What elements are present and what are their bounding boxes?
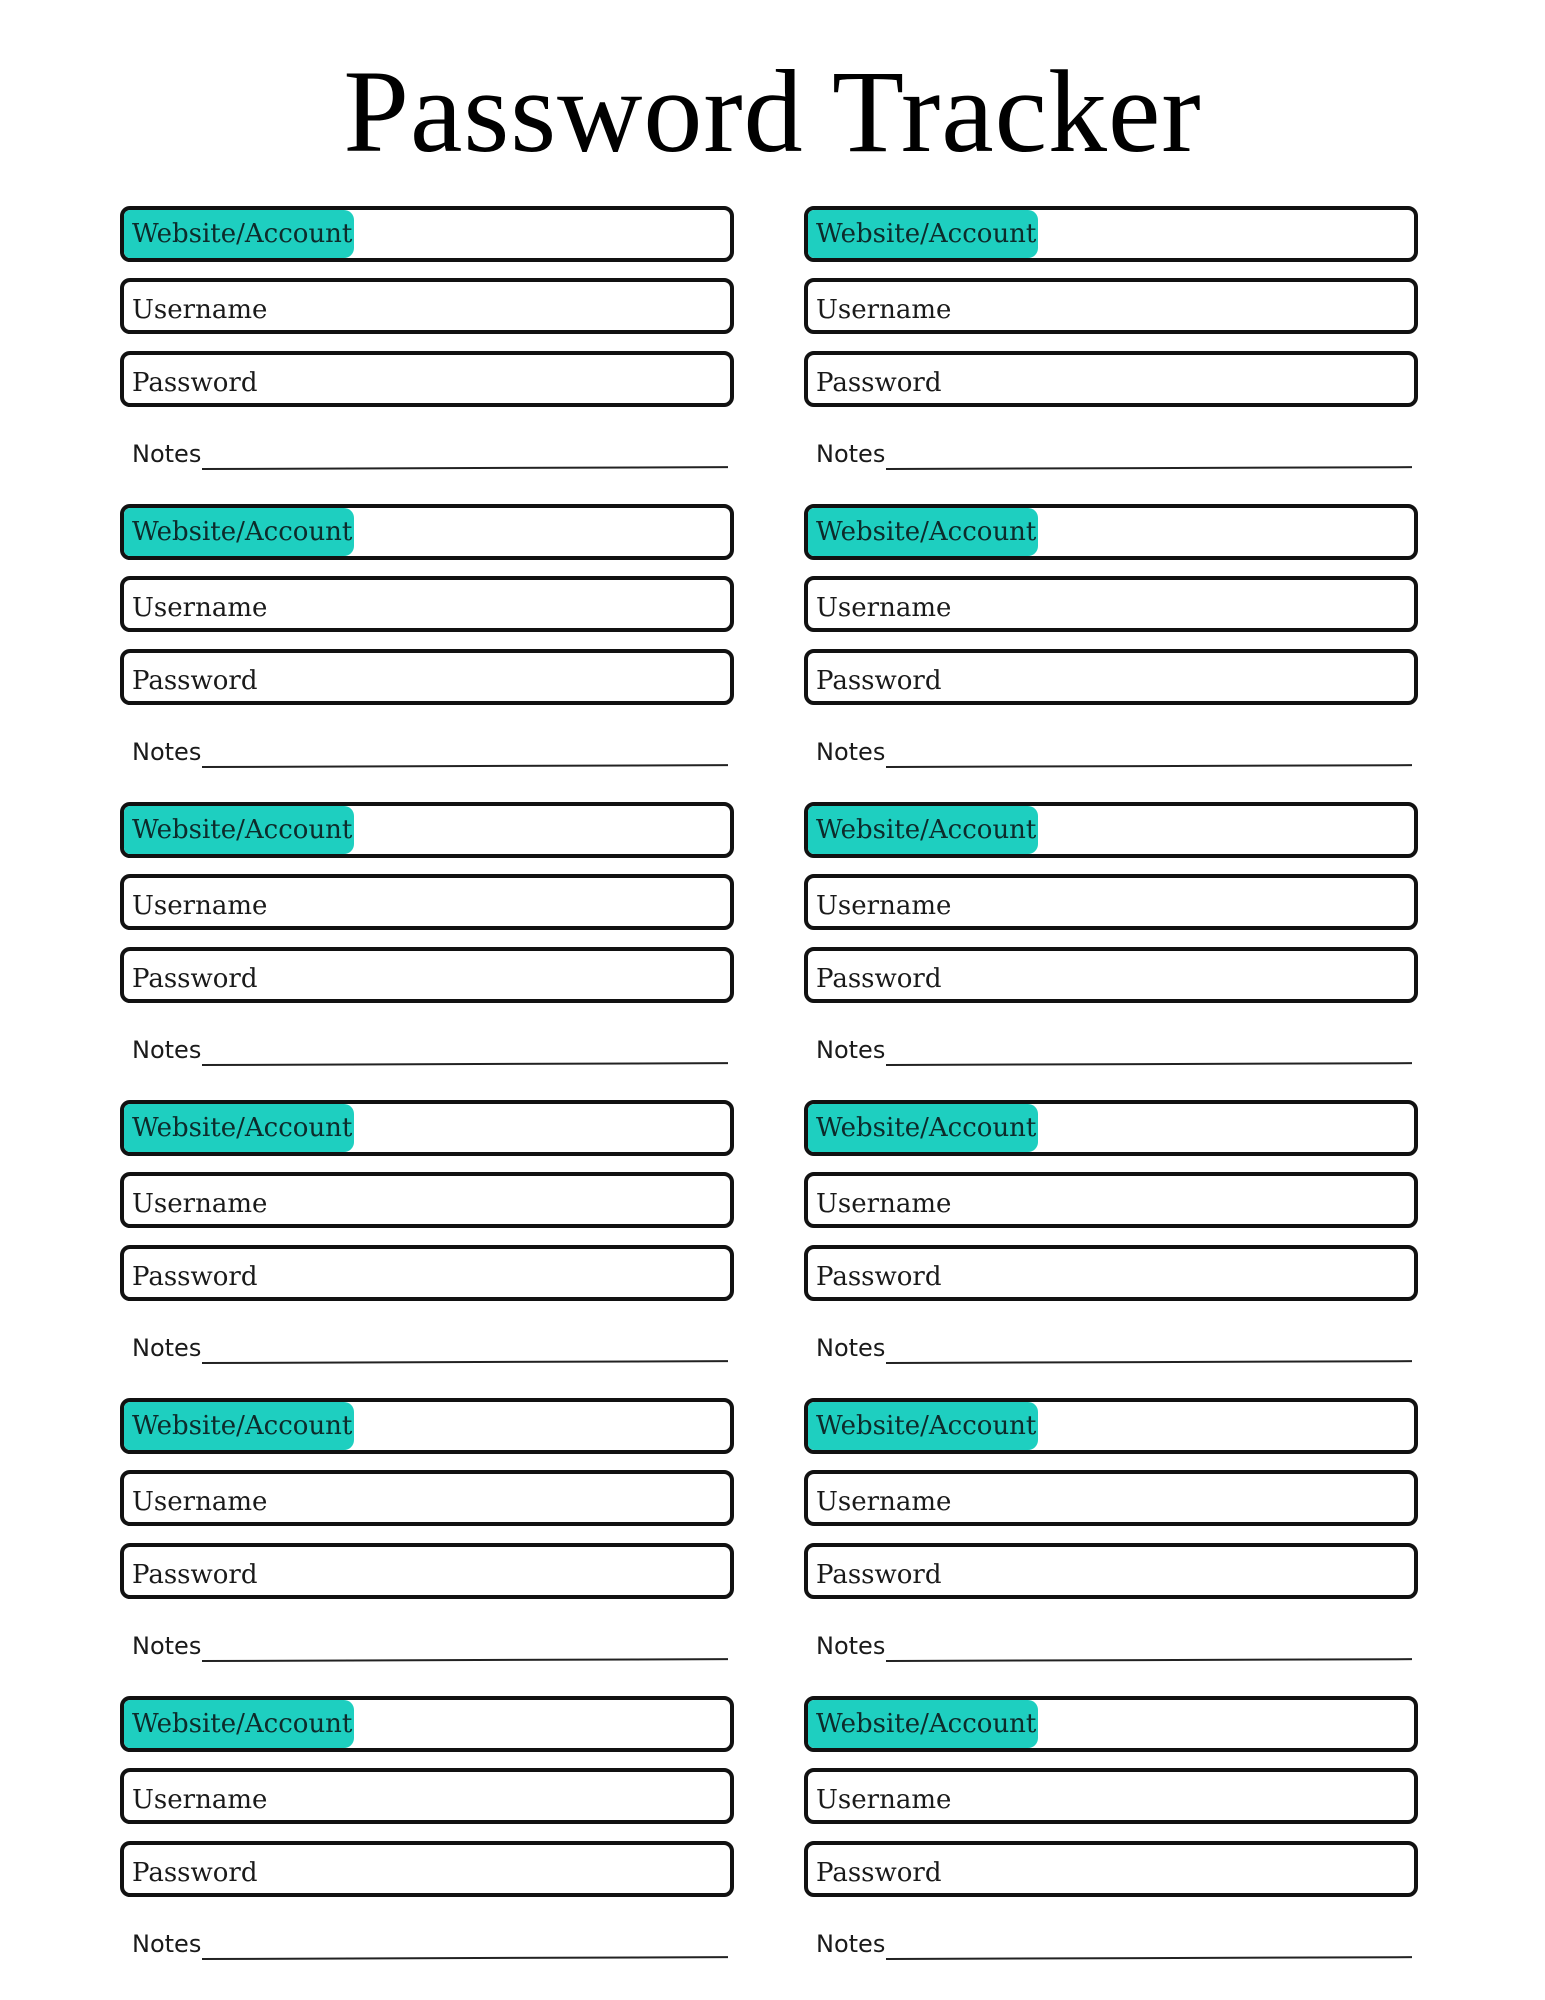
password-field[interactable] xyxy=(120,1245,734,1301)
notes-line[interactable] xyxy=(202,1956,728,1960)
website-account-field[interactable] xyxy=(804,504,1418,560)
website-account-label: Website/Account xyxy=(132,1113,353,1143)
website-account-field[interactable] xyxy=(120,206,734,262)
notes-label: Notes xyxy=(132,1334,202,1362)
right-column xyxy=(804,206,1418,1994)
website-account-label: Website/Account xyxy=(816,1113,1037,1143)
password-label: Password xyxy=(132,368,258,398)
username-field[interactable] xyxy=(804,1470,1418,1526)
password-field[interactable] xyxy=(804,1841,1418,1897)
notes-row xyxy=(804,438,1418,478)
password-field[interactable] xyxy=(804,947,1418,1003)
password-label: Password xyxy=(816,666,942,696)
notes-row xyxy=(804,1034,1418,1074)
website-account-label: Website/Account xyxy=(816,1709,1037,1739)
notes-line[interactable] xyxy=(202,764,728,768)
password-label: Password xyxy=(132,1560,258,1590)
notes-label: Notes xyxy=(132,440,202,468)
notes-label: Notes xyxy=(132,1632,202,1660)
notes-row xyxy=(120,1332,734,1372)
password-label: Password xyxy=(132,1262,258,1292)
left-column xyxy=(120,206,734,1994)
page-title: Password Tracker xyxy=(343,46,1202,177)
username-label: Username xyxy=(132,891,268,921)
notes-row xyxy=(120,438,734,478)
notes-row xyxy=(804,1332,1418,1372)
notes-row xyxy=(804,1630,1418,1670)
notes-row xyxy=(804,736,1418,776)
password-label: Password xyxy=(816,1262,942,1292)
website-account-field[interactable] xyxy=(804,1696,1418,1752)
username-field[interactable] xyxy=(804,874,1418,930)
password-label: Password xyxy=(816,1560,942,1590)
username-label: Username xyxy=(132,593,268,623)
password-field[interactable] xyxy=(804,649,1418,705)
password-label: Password xyxy=(132,1858,258,1888)
notes-line[interactable] xyxy=(202,1062,728,1066)
website-account-field[interactable] xyxy=(120,504,734,560)
password-entry xyxy=(120,802,734,1100)
website-account-label: Website/Account xyxy=(816,1411,1037,1441)
username-label: Username xyxy=(132,1785,268,1815)
username-label: Username xyxy=(816,295,952,325)
notes-line[interactable] xyxy=(886,1956,1412,1960)
notes-line[interactable] xyxy=(886,1658,1412,1662)
website-account-field[interactable] xyxy=(804,1398,1418,1454)
website-account-field[interactable] xyxy=(804,802,1418,858)
username-field[interactable] xyxy=(804,1768,1418,1824)
notes-label: Notes xyxy=(816,1632,886,1660)
notes-label: Notes xyxy=(816,1334,886,1362)
website-account-label: Website/Account xyxy=(132,815,353,845)
password-entry xyxy=(804,1696,1418,1994)
password-entry xyxy=(804,1398,1418,1696)
password-entry xyxy=(120,1398,734,1696)
password-entry xyxy=(120,206,734,504)
notes-label: Notes xyxy=(816,738,886,766)
website-account-label: Website/Account xyxy=(132,1709,353,1739)
password-field[interactable] xyxy=(120,1543,734,1599)
notes-row xyxy=(120,1928,734,1968)
password-entry xyxy=(804,206,1418,504)
password-field[interactable] xyxy=(804,1245,1418,1301)
password-entry xyxy=(120,504,734,802)
username-field[interactable] xyxy=(804,278,1418,334)
username-label: Username xyxy=(816,891,952,921)
notes-line[interactable] xyxy=(886,764,1412,768)
password-entry xyxy=(804,504,1418,802)
password-field[interactable] xyxy=(804,1543,1418,1599)
username-label: Username xyxy=(816,1487,952,1517)
username-label: Username xyxy=(132,1487,268,1517)
username-label: Username xyxy=(816,1785,952,1815)
username-label: Username xyxy=(132,1189,268,1219)
website-account-field[interactable] xyxy=(804,1100,1418,1156)
username-field[interactable] xyxy=(120,278,734,334)
password-label: Password xyxy=(816,368,942,398)
website-account-label: Website/Account xyxy=(816,517,1037,547)
website-account-label: Website/Account xyxy=(132,1411,353,1441)
website-account-label: Website/Account xyxy=(132,219,353,249)
notes-label: Notes xyxy=(816,1036,886,1064)
website-account-field[interactable] xyxy=(120,1696,734,1752)
website-account-label: Website/Account xyxy=(816,219,1037,249)
password-field[interactable] xyxy=(120,1841,734,1897)
password-label: Password xyxy=(816,1858,942,1888)
notes-line[interactable] xyxy=(202,1360,728,1364)
notes-row xyxy=(120,1630,734,1670)
notes-row xyxy=(804,1928,1418,1968)
password-label: Password xyxy=(132,964,258,994)
password-label: Password xyxy=(816,964,942,994)
notes-line[interactable] xyxy=(202,1658,728,1662)
website-account-field[interactable] xyxy=(804,206,1418,262)
website-account-field[interactable] xyxy=(120,1398,734,1454)
username-label: Username xyxy=(816,593,952,623)
notes-row xyxy=(120,1034,734,1074)
password-entry xyxy=(120,1100,734,1398)
notes-label: Notes xyxy=(132,738,202,766)
password-entry xyxy=(120,1696,734,1994)
password-field[interactable] xyxy=(120,947,734,1003)
notes-row xyxy=(120,736,734,776)
website-account-label: Website/Account xyxy=(132,517,353,547)
notes-line[interactable] xyxy=(202,466,728,470)
notes-line[interactable] xyxy=(886,466,1412,470)
password-field[interactable] xyxy=(804,351,1418,407)
username-field[interactable] xyxy=(804,1172,1418,1228)
notes-line[interactable] xyxy=(886,1360,1412,1364)
website-account-field[interactable] xyxy=(120,1100,734,1156)
notes-line[interactable] xyxy=(886,1062,1412,1066)
notes-label: Notes xyxy=(132,1930,202,1958)
password-field[interactable] xyxy=(120,649,734,705)
website-account-label: Website/Account xyxy=(816,815,1037,845)
notes-label: Notes xyxy=(132,1036,202,1064)
password-label: Password xyxy=(132,666,258,696)
username-field[interactable] xyxy=(120,1470,734,1526)
website-account-field[interactable] xyxy=(120,802,734,858)
username-field[interactable] xyxy=(120,576,734,632)
password-entry xyxy=(804,802,1418,1100)
password-field[interactable] xyxy=(120,351,734,407)
notes-label: Notes xyxy=(816,440,886,468)
password-entry xyxy=(804,1100,1418,1398)
username-label: Username xyxy=(132,295,268,325)
username-label: Username xyxy=(816,1189,952,1219)
username-field[interactable] xyxy=(120,1172,734,1228)
notes-label: Notes xyxy=(816,1930,886,1958)
username-field[interactable] xyxy=(120,874,734,930)
username-field[interactable] xyxy=(120,1768,734,1824)
username-field[interactable] xyxy=(804,576,1418,632)
